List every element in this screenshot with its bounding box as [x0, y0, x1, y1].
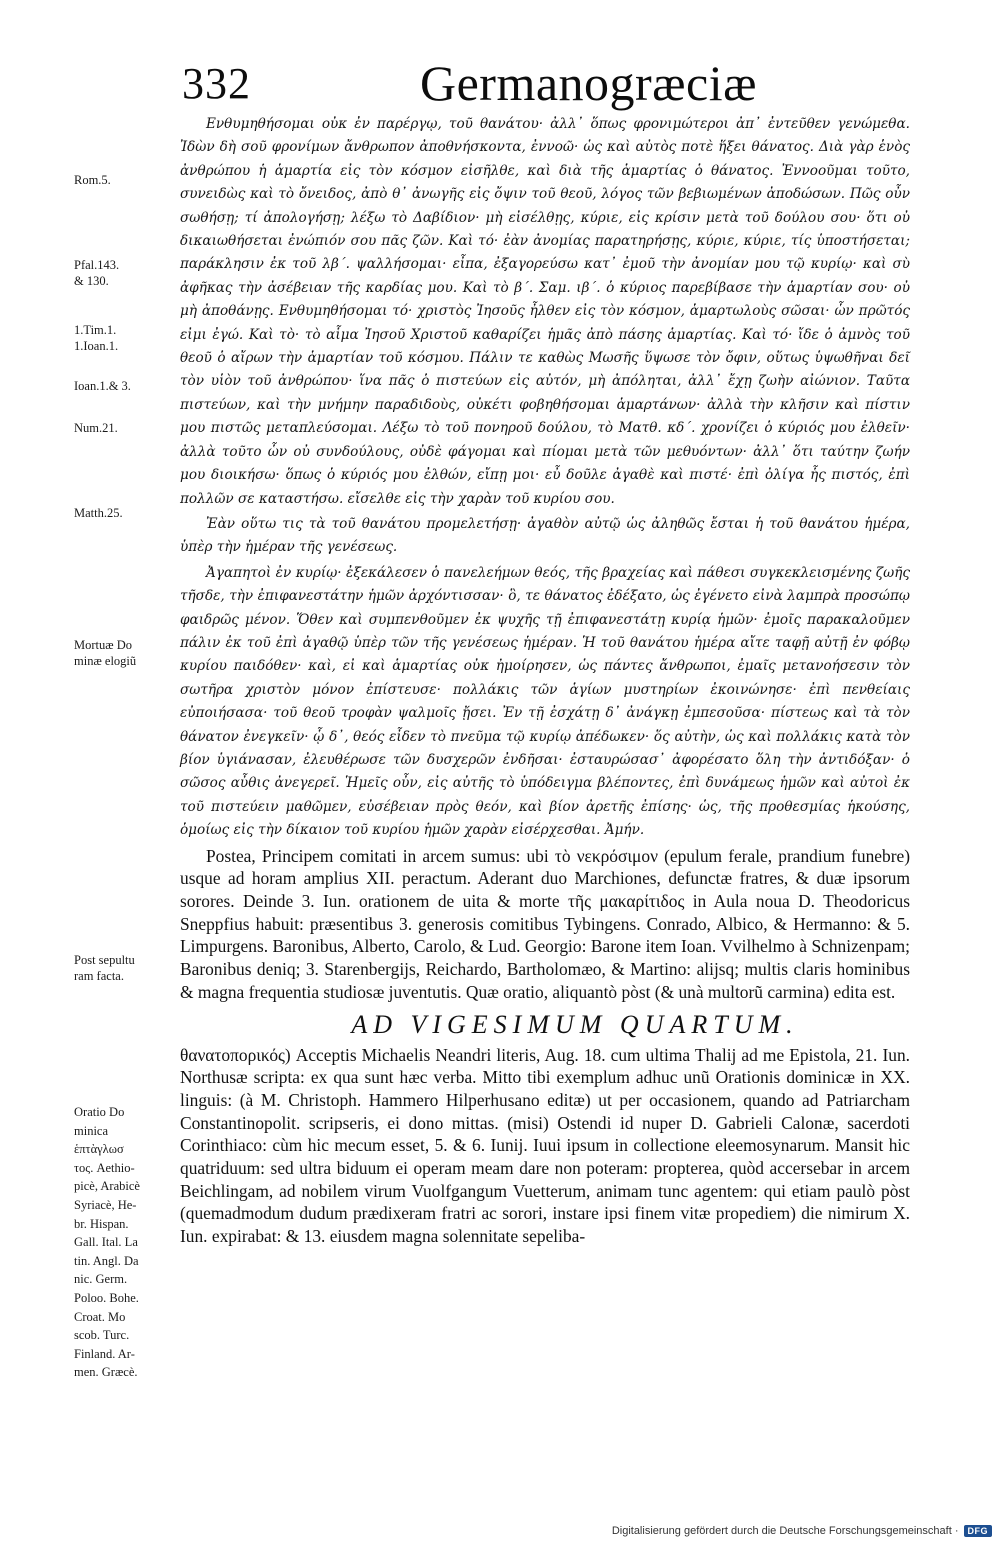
greek-paragraph: Ἐὰν οὕτω τις τὰ τοῦ θανάτου προμελετήσῃ· ἀγαθὸν αὐτῷ ὡς ἀληθῶς ἔσται ἡ τοῦ θανάτου ἡμέρα, ὑπὲρ τὴν ἡμέραν τῆς γενέσεως. — [180, 515, 910, 556]
letter-paragraph: θανατοπορικός) Acceptis Michaelis Neandri literis, Aug. 18. cum ultima Thalij ad me Epistola, 21. Iun. Northusæ scripta: ex qua sunt hæc verba. Mitto tibi exemplum adhuc unũ Orationis dominicæ in XX. linguis: (à M. Christoph. Hammero Hilperhusano editæ) ut per occasionem, quando ad Patriarcham Constantinopolit. scripseris, ei dono mittas. (misi) Ostendi id nuper D. Gabrieli Calonæ, sacerdoti Corinthiaco: cùm hic mecum esset, 5. & 6. Iunij. Iuui ipsum in collectione eleemosynarum. Mansit hic quatriduum: sed ultra biduum ei operam meam dare non poteram: propterea, quòd accersebar in arcem Beichlingam, ad nobilem virum Vuolfgangum Vuetterum, animam tunc agentem: qui etiam paulò pòst (quemadmodum dudum prædixeram fratri ac sorori, instare ipsi finem vitæ propediem) die nimirum X. Iun. expirabat: & 13. eiusdem magna solennitate sepeliba- — [180, 1044, 910, 1247]
margin-note: Pfal.143. & 130. — [74, 258, 120, 288]
latin-narrative — [180, 845, 910, 1004]
margin-note: Ioan.1.& 3. — [74, 379, 131, 393]
greek-oration — [180, 113, 910, 843]
margin-note: Post sepultu ram facta. — [74, 953, 135, 983]
margin-note: Num.21. — [74, 421, 118, 435]
section-heading: AD VIGESIMUM QUARTUM. — [351, 1009, 799, 1039]
page-number: 332 — [182, 59, 251, 108]
margin-note: 1.Tim.1. 1.Ioan.1. — [74, 323, 119, 353]
margin-note: Matth.25. — [74, 506, 123, 520]
margin-note: Rom.5. — [74, 173, 111, 187]
main-text — [180, 113, 910, 1248]
dfg-logo-icon: DFG — [964, 1525, 993, 1537]
greek-paragraph: Ἀγαπητοὶ ἐν κυρίῳ· ἐξεκάλεσεν ὁ πανελεήμων θεός, τῆς βραχείας καὶ πάθεσι συγκεκλεισμένης ζωῆς τῆσδε, τὴν ἐπιφανεστάτην ἡμῶν ἀρχόντισσαν· ὃ, τε θάνατος ἐδέξατο, ὡς ἐγένετο εἰνὰ λαμπρὰ προσώπῳ φαιδρῶς μένον. Ὅθεν καὶ συμπενθοῦμεν ἐκ ψυχῆς τῇ ἐπιφανεστάτῃ κυρίᾳ ἡμῶν· ἐμοῖς παρακαλοῦμεν πάλιν ἐκ τοῦ ἐπὶ ἀγαθῷ ὑπὲρ τῶν τῆς γενέσεως ἡμέραν. Ἡ τοῦ θανάτου ἡμέρα αἴτε ταφῇ αὐτῇ ἐν φόβῳ κυρίου παιδόθεν· καὶ, εἰ καὶ ἁμαρτίας οὐκ ἠμοίρησεν, ὡς πάντες ἄνθρωποι, ἐμαῖς μετανοήσεσιν τὸν σωτῆρα χριστὸν μόνον ἐπίστευσε· πολλάκις τῶν ἁγίων μυστηρίων ἐκοινώνησε· ἐπὶ πενθείαις εὐποιήσασα· τοῦ θεοῦ τροφὰν ψαλμοῖς ᾔσει. Ἐν τῇ ἐσχάτῃ δ᾽ ἀνάγκῃ ἐμπεσοῦσα· πίστεως καὶ τὰ τὸν θάνατον ἐνεγκεῖν· ᾧ δ᾽, θεός εἶδεν τὸ πνεῦμα τῷ κυρίῳ ἀπέδωκεν· ὅς αὐτὴν, ὡς καὶ πολλάκις κατὰ τὸν βίον ὑγιάνασαν, ἐλευθέρωσε τῶν δυσχερῶν ἐνδῆσαι· ἐσταυρώσασ᾽ ἀφορέσατο ὅλη τὴν ἀντιδόξαν· ὁ σῶσος αὖθις ἀνεγερεῖ. Ἡμεῖς οὖν, εἰς αὐτῆς τὸ ὑπόδειγμα βλέποντες, ἐπὶ δυνάμεως ἡμῶν καὶ αὐτοὶ ἐκ τοῦ πιστεύειν μαθῶμεν, εὐσέβειαν πρὸς θεόν, καὶ βίον ἀρετῆς ἐπίσης· ὡς, τῆς προθεσμίας ἡκούσης, ὁμοίως εἰς τὴν δίκαιον τοῦ κυρίου ἡμῶν χαρὰν εἰσέρχεσθαι. Ἀμήν. — [180, 564, 910, 839]
letter-text — [180, 1044, 910, 1248]
running-title: Germanogræciæ — [420, 55, 757, 111]
digitization-credit — [612, 1525, 992, 1537]
footer-text: Digitalisierung gefördert durch die Deutsche Forschungsgemeinschaft · — [611, 1525, 959, 1537]
latin-paragraph: Postea, Principem comitati in arcem sumus: ubi τὸ νεκρόσιμον (epulum ferale, prandium funebre) usque ad horam amplius XII. peractum. Aderant duo Marchiones, defunctæ fratres, & duæ ipsorum sorores. Deinde 3. Iun. orationem de uita & morte τῆς μακαρίτιδος in Aula noua D. Theodoricus Sneppfius habuit: præsentibus 3. generosis comitibus Tybingens. Conrado, Albico, & Hermanno: & 5. Limpurgens. Baronibus, Alberto, Carolo, & Lud. Georgio: Barone item Ioan. Vvilhelmo à Schnizenpam; Baronibus deniq; 3. Starenbergijs, Reichardo, Bartholomæo, & Martino: alijsq; multis claris hominibus & magna frequentia studiosæ juventutis. Quæ oratio, aliquantò pòst (& unà multorũ carmina) edita est. — [180, 845, 910, 1002]
margin-notes — [0, 0, 180, 1543]
greek-paragraph: Ενθυμηθήσομαι οὐκ ἐν παρέργῳ, τοῦ θανάτου· ἀλλ᾽ ὅπως φρονιμώτεροι ἀπ᾽ ἐντεῦθεν γενώμεθα. Ἰδὼν δὴ σοῦ φρονίμων ἄνθρωπον ἀποθνήσκοντα, ἐννοῶ· ὡς καὶ αὐτὸς ποτὲ ἥξει θάνατος. Διὰ γὰρ ἑνὸς ἀνθρώπου ἡ ἁμαρτία εἰς τὸν κόσμον εἰσῆλθε, καὶ διὰ τῆς ἁμαρτίας ὁ θάνατος. Ἐννοοῦμαι τοῦτο, συνειδὼς καὶ τὸ ὄνειδος, ἀπὸ θ᾽ ἀνωγῆς εἰς ὄψιν τοῦ θεοῦ, λόγος τῶν βεβιωμένων ἀποδώσων. Πῶς οὖν σωθήσῃ; τί ἀπολογήσῃ; λέξω τὸ Δαβίδιον· μὴ εἰσέλθῃς, κύριε, εἰς κρίσιν μετὰ τοῦ δούλου σου· ὅτι οὐ δικαιωθήσεται ἐνώπιόν σου πᾶς ζῶν. Καὶ τό· ἐὰν ἀνομίας παρατηρήσῃς, κύριε, κύριε, τίς ὑποστήσεται; παράκλησιν ἐκ τοῦ λβ΄. ψαλλήσομαι· εἶπα, ἐξαγορεύσω κατ᾽ ἐμοῦ τὴν ἀνομίαν μου τῷ κυρίῳ· καὶ σὺ ἀφῆκας τὴν ἀσέβειαν τῆς καρδίας μου. Καὶ τὸ β΄. Σαμ. ιβ΄. ὁ κύριος παρεβίβασε τὴν ἁμαρτίαν σου· οὐ μὴ ἀποθάνῃς. Ενθυμηθήσομαι τό· χριστὸς Ἰησοῦς ἦλθεν εἰς τὸν κόσμον, ἁμαρτωλοὺς σῶσαι· ὧν πρῶτός εἰμι ἐγώ. Καὶ τὸ· τὸ αἷμα Ἰησοῦ Χριστοῦ καθαρίζει ἡμᾶς ἀπὸ πάσης ἁμαρτίας. Καὶ τό· ἴδε ὁ ἀμνὸς τοῦ θεοῦ ὁ αἴρων τὴν ἁμαρτίαν τοῦ κόσμου. Πάλιν τε καθὼς Μωσῆς ὕψωσε τὸν ὄφιν, οὕτως ὑψωθῆναι δεῖ τὸν υἱὸν τοῦ ἀνθρώπου· ἵνα πᾶς ὁ πιστεύων εἰς αὐτόν, μὴ ἀπόληται, ἀλλ᾽ ἔχῃ ζωὴν αἰώνιον. Ταῦτα πιστεύων, καὶ τὴν μνήμην παραδιδοὺς, οὐκέτι φοβηθήσομαι ἁμαρτάνων· ἀλλὰ τὴν κλῆσιν καὶ πίστιν μου πιστῶς μεταπλεύσομαι. Λέξω τὸ τοῦ πονηροῦ δούλου, τὸ Ματθ. κδ΄. χρονίζει ὁ κύριός μου ἐλθεῖν· ἀλλὰ τοῦτο ὧν οὐ συνδούλους, οὐδὲ φάγομαι καὶ πίομαι μετὰ τῶν μεθυόντων· ἀλλ᾽ ὅτι ταύτην ζωήν μου διοικήσω· ὅπως ὁ κύριός μου ἐλθών, εἴπῃ μοι· εὖ δοῦλε ἀγαθὲ καὶ πιστέ· ἐπὶ ὀλίγα ἧς πιστός, ἐπὶ πολλῶν σε καταστήσω. εἴσελθε εἰς τὴν χαρὰν τοῦ κυρίου σου. — [180, 116, 910, 507]
margin-note: Oratio Do minica ἑπτὰγλωσ τος. Aethio- picè, Arabicè Syriacè, He- br. Hispan. Gall. Ital. La tin. Angl. Da nic. Germ. Poloo. Bohe. Croat. Mo scob. Turc. Finland. Ar- men. Græcè. — [74, 1105, 140, 1380]
margin-note: Mortuæ Do minæ elogiũ — [74, 638, 137, 668]
